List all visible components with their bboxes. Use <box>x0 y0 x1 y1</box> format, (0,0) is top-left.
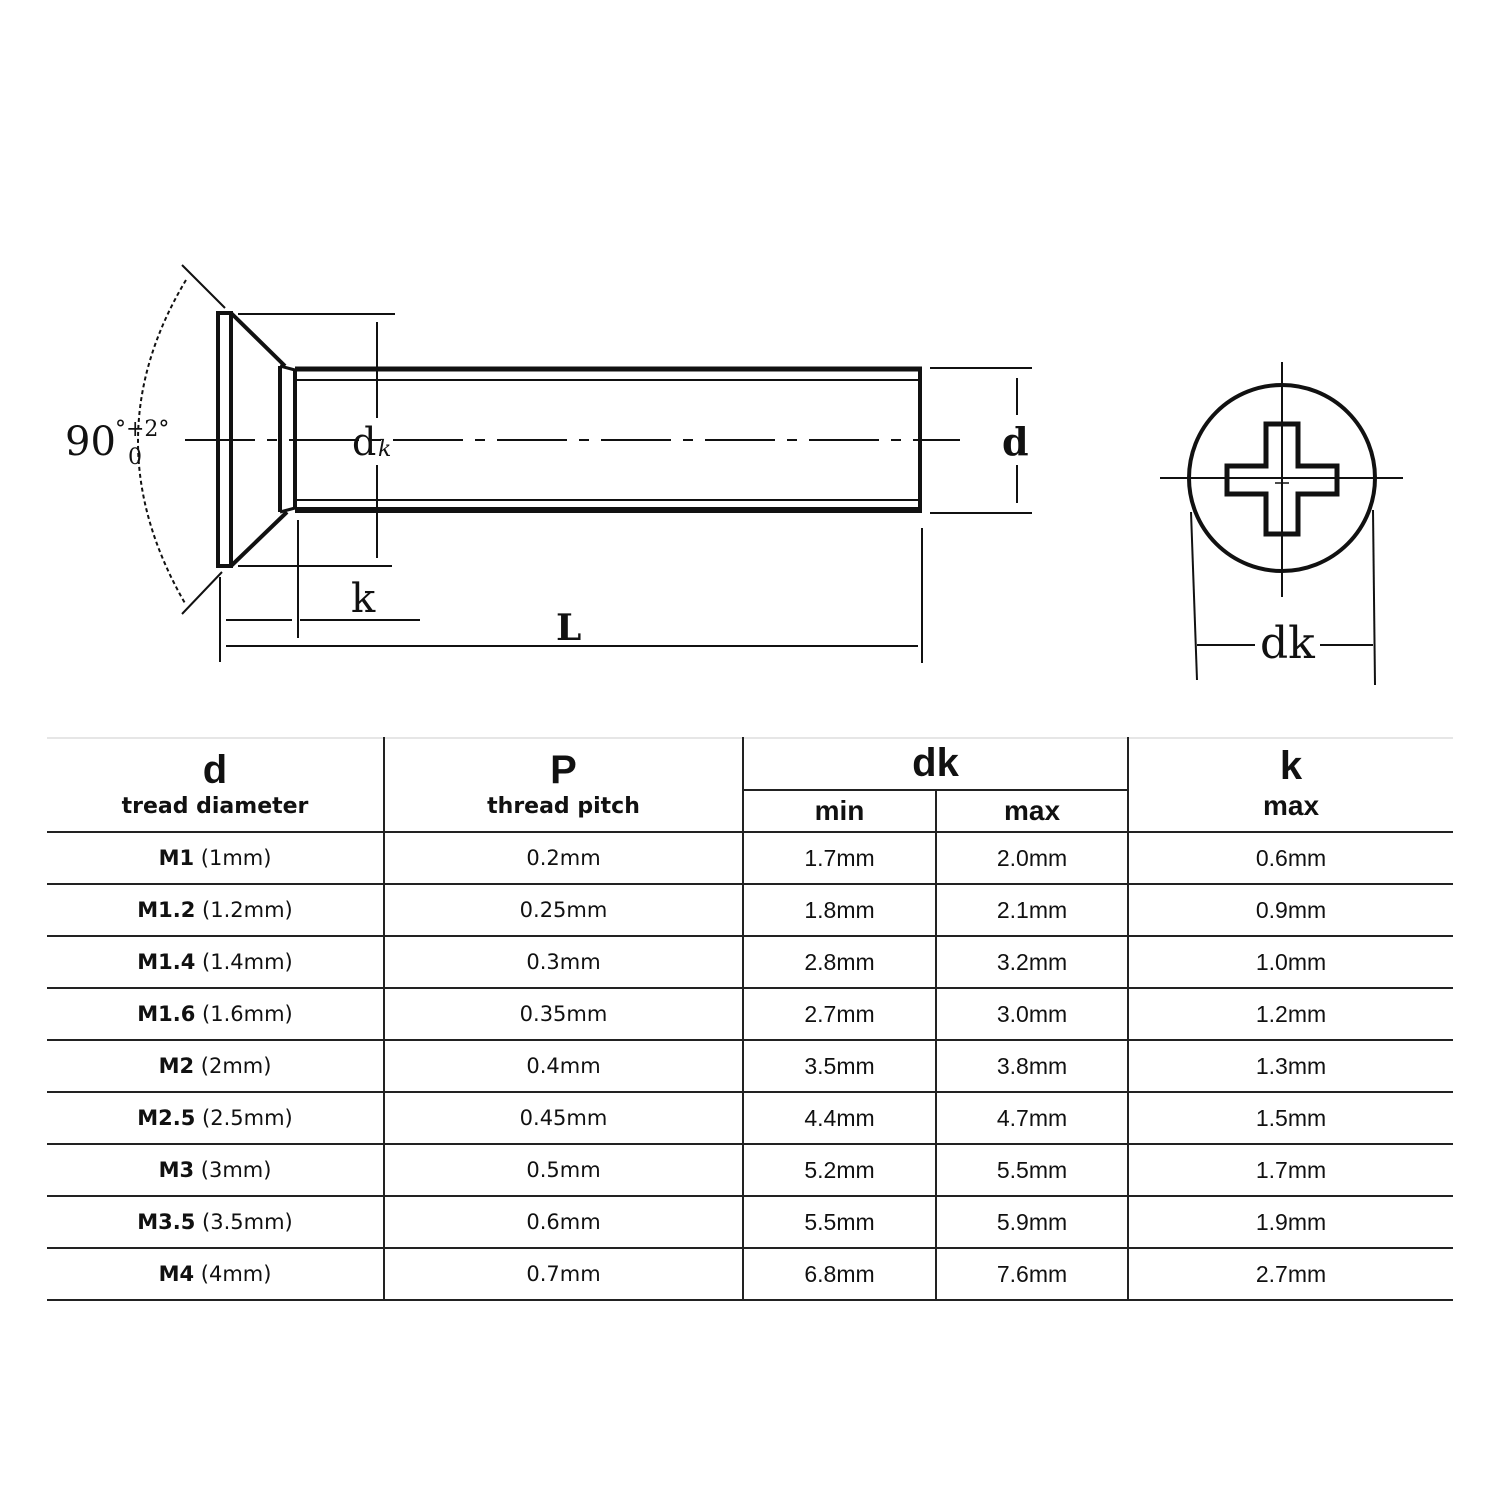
cell-size: M1.2 (1.2mm) <box>47 884 384 936</box>
cell-dk-min: 1.8mm <box>743 884 936 936</box>
cell-k-max: 1.9mm <box>1128 1196 1453 1248</box>
cell-dk-min: 2.7mm <box>743 988 936 1040</box>
cell-size: M3 (3mm) <box>47 1144 384 1196</box>
cell-pitch: 0.25mm <box>384 884 743 936</box>
cell-k-max: 1.7mm <box>1128 1144 1453 1196</box>
header-dk: dk <box>743 737 1128 790</box>
table-row <box>47 936 1453 988</box>
cell-size: M1 (1mm) <box>47 832 384 884</box>
cell-pitch: 0.35mm <box>384 988 743 1040</box>
cell-size: M2.5 (2.5mm) <box>47 1092 384 1144</box>
table-row <box>47 1248 1453 1300</box>
cell-k-max: 1.2mm <box>1128 988 1453 1040</box>
cell-k-max: 1.5mm <box>1128 1092 1453 1144</box>
cell-dk-min: 5.2mm <box>743 1144 936 1196</box>
length-label: L <box>556 607 582 649</box>
cell-k-max: 2.7mm <box>1128 1248 1453 1300</box>
angle-tolerance-lower: 0 <box>128 445 142 470</box>
cell-pitch: 0.6mm <box>384 1196 743 1248</box>
cell-size: M4 (4mm) <box>47 1248 384 1300</box>
cell-k-max: 0.6mm <box>1128 832 1453 884</box>
table-row <box>47 832 1453 884</box>
header-dk-max: max <box>936 790 1128 832</box>
svg-text:k: k <box>378 437 392 462</box>
cell-dk-min: 6.8mm <box>743 1248 936 1300</box>
angle-label: 90 <box>65 419 116 465</box>
cell-size: M1.4 (1.4mm) <box>47 936 384 988</box>
table-row <box>47 1196 1453 1248</box>
cell-dk-min: 5.5mm <box>743 1196 936 1248</box>
cell-pitch: 0.5mm <box>384 1144 743 1196</box>
cell-dk-max: 3.2mm <box>936 936 1128 988</box>
cell-dk-max: 2.1mm <box>936 884 1128 936</box>
cell-dk-max: 4.7mm <box>936 1092 1128 1144</box>
top-dk-label: dk <box>1260 618 1315 669</box>
thread-d-label: d <box>1002 419 1029 464</box>
header-k: k max <box>1128 737 1453 832</box>
table-row <box>47 1092 1453 1144</box>
table-row <box>47 1144 1453 1196</box>
cell-size: M3.5 (3.5mm) <box>47 1196 384 1248</box>
header-dk-min: min <box>743 790 936 832</box>
cell-dk-min: 1.7mm <box>743 832 936 884</box>
cell-k-max: 1.0mm <box>1128 936 1453 988</box>
cell-size: M1.6 (1.6mm) <box>47 988 384 1040</box>
cell-pitch: 0.3mm <box>384 936 743 988</box>
cell-pitch: 0.45mm <box>384 1092 743 1144</box>
table-row <box>47 988 1453 1040</box>
cell-dk-max: 5.5mm <box>936 1144 1128 1196</box>
k-label: k <box>351 576 376 622</box>
header-p: P thread pitch <box>384 737 743 832</box>
cell-dk-max: 3.8mm <box>936 1040 1128 1092</box>
cell-pitch: 0.7mm <box>384 1248 743 1300</box>
cell-dk-max: 3.0mm <box>936 988 1128 1040</box>
countersunk-screw-drawing <box>0 0 1500 720</box>
cell-k-max: 0.9mm <box>1128 884 1453 936</box>
table-row <box>47 884 1453 936</box>
screw-diagram <box>0 0 1500 720</box>
cell-dk-min: 4.4mm <box>743 1092 936 1144</box>
cell-pitch: 0.4mm <box>384 1040 743 1092</box>
header-d: d tread diameter <box>47 737 384 832</box>
angle-tolerance-upper: °+2° <box>115 417 170 442</box>
cell-pitch: 0.2mm <box>384 832 743 884</box>
cell-dk-min: 3.5mm <box>743 1040 936 1092</box>
cell-dk-max: 2.0mm <box>936 832 1128 884</box>
cell-k-max: 1.3mm <box>1128 1040 1453 1092</box>
cell-dk-min: 2.8mm <box>743 936 936 988</box>
side-dk-label: d <box>352 420 377 464</box>
cell-size: M2 (2mm) <box>47 1040 384 1092</box>
cell-dk-max: 5.9mm <box>936 1196 1128 1248</box>
screw-spec-table <box>47 737 1453 1301</box>
table-row <box>47 1040 1453 1092</box>
cell-dk-max: 7.6mm <box>936 1248 1128 1300</box>
